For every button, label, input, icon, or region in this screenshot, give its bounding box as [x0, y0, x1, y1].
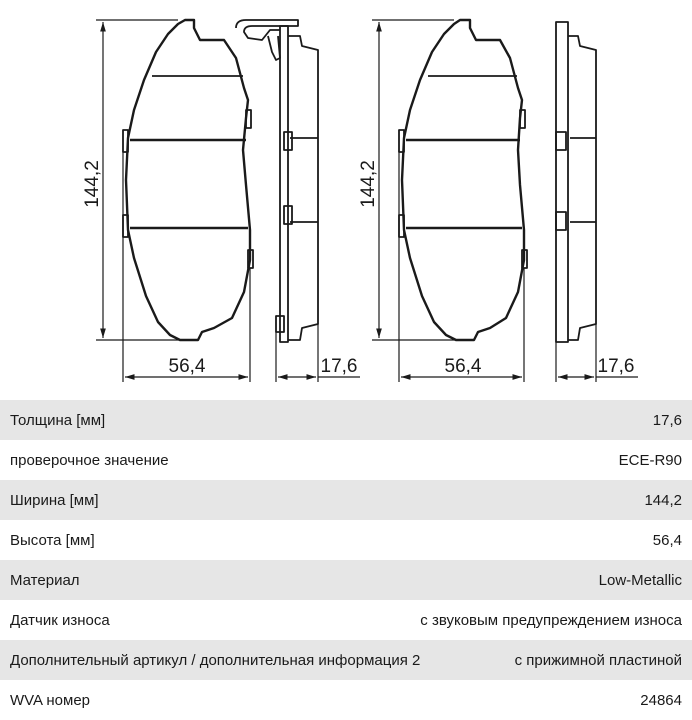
left-thickness-dim-label: 17,6 [320, 356, 358, 377]
spec-value: Low-Metallic [598, 571, 682, 589]
spec-row-additional-info [0, 640, 692, 680]
left-pad-side-view [236, 20, 318, 342]
spec-row-wear-sensor [0, 600, 692, 640]
spec-value: 56,4 [652, 531, 682, 549]
right-width-dimension [399, 150, 524, 382]
spec-value: 24864 [640, 691, 682, 709]
left-height-dimension [82, 20, 180, 340]
spec-label: Дополнительный артикул / дополнительная информация 2 [10, 651, 421, 669]
spec-value: 144,2 [644, 491, 682, 509]
spec-value: с прижимной пластиной [514, 651, 682, 669]
spec-label: Толщина [мм] [10, 411, 106, 429]
spec-label: WVA номер [10, 691, 91, 709]
left-width-dim-label: 56,4 [168, 356, 206, 377]
right-thickness-dim-label: 17,6 [597, 356, 635, 377]
right-pad-front-view [399, 20, 527, 340]
left-height-dim-label: 144,2 [82, 160, 103, 208]
spec-table [0, 400, 692, 720]
right-height-dimension [358, 20, 456, 340]
spec-value: с звуковым предупреждением износа [420, 611, 682, 629]
left-pad-front-view [123, 20, 253, 340]
right-pad-side-view [556, 22, 596, 342]
spec-row-test-value [0, 440, 692, 480]
spec-value: ECE-R90 [618, 451, 682, 469]
spec-row-material [0, 560, 692, 600]
spec-label: проверочное значение [10, 451, 169, 469]
spec-label: Материал [10, 571, 80, 589]
spec-row-width [0, 480, 692, 520]
spec-row-height [0, 520, 692, 560]
left-width-dimension [123, 150, 250, 382]
spec-label: Ширина [мм] [10, 491, 99, 509]
right-height-dim-label: 144,2 [358, 160, 379, 208]
spec-label: Датчик износа [10, 611, 110, 629]
spec-row-wva-number [0, 680, 692, 720]
spec-label: Высота [мм] [10, 531, 95, 549]
spec-row-thickness [0, 400, 692, 440]
right-width-dim-label: 56,4 [444, 356, 482, 377]
spec-value: 17,6 [652, 411, 682, 429]
